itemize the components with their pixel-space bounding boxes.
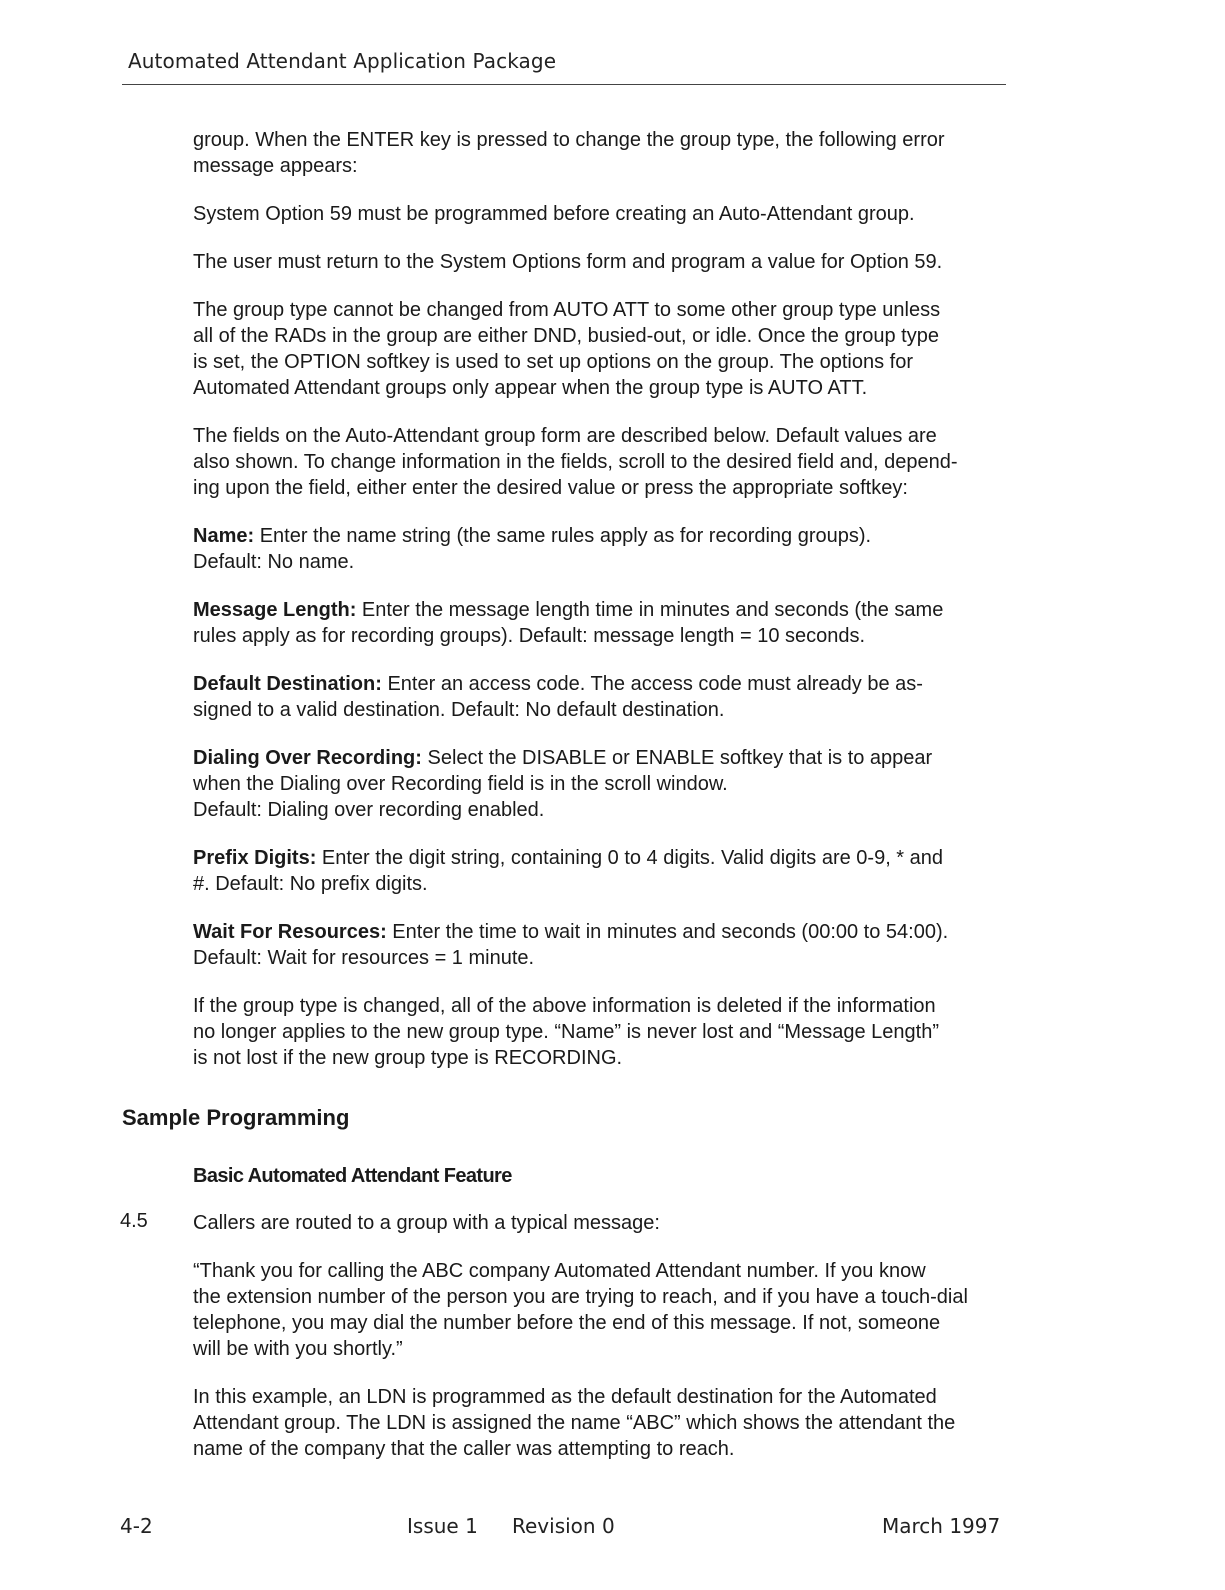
text-line: ing upon the field, either enter the desired value or press the appropriate softkey: <box>193 477 908 499</box>
field-description: Enter an access code. The access code must already be as- <box>381 673 923 695</box>
text-line <box>193 845 1008 871</box>
text-line: Attendant group. The LDN is assigned the name “ABC” which shows the attendant the <box>193 1412 956 1434</box>
text-line: when the Dialing over Recording field is in the scroll window. <box>193 773 728 795</box>
sample-body <box>193 1258 1008 1484</box>
text-line <box>193 919 1008 945</box>
text-line: “Thank you for calling the ABC company Automated Attendant number. If you know <box>193 1260 926 1282</box>
running-header: Automated Attendant Application Package <box>128 49 557 73</box>
field-name <box>193 523 1008 575</box>
text-line: is not lost if the new group type is RECORDING. <box>193 1047 623 1069</box>
text-line: message appears: <box>193 155 358 177</box>
text-line <box>193 745 1008 771</box>
field-description: Enter the time to wait in minutes and seconds (00:00 to 54:00). <box>386 921 949 943</box>
field-default-destination <box>193 671 1008 723</box>
text-line: Default: Wait for resources = 1 minute. <box>193 947 535 969</box>
subsection-heading: Basic Automated Attendant Feature <box>193 1165 512 1187</box>
intro-paragraph-3 <box>193 249 1008 275</box>
field-description: Enter the name string (the same rules apply as for recording groups). <box>254 525 872 547</box>
section-heading: Sample Programming <box>122 1105 350 1130</box>
item-number: 4.5 <box>120 1210 148 1232</box>
intro-paragraph-5 <box>193 423 1008 501</box>
intro-paragraph-4 <box>193 297 1008 401</box>
text-line: The group type cannot be changed from AUTO ATT to some other group type unless <box>193 299 941 321</box>
footer-date: March 1997 <box>882 1514 1001 1538</box>
text-line: name of the company that the caller was attempting to reach. <box>193 1438 735 1460</box>
field-description: Enter the digit string, containing 0 to 4 digits. Valid digits are 0-9, * and <box>316 847 944 869</box>
header-rule <box>122 84 1006 85</box>
text-line: Automated Attendant groups only appear when the group type is AUTO ATT. <box>193 377 868 399</box>
field-term: Wait For Resources: <box>193 921 387 943</box>
field-description: Select the DISABLE or ENABLE softkey that is to appear <box>421 747 933 769</box>
field-message-length <box>193 597 1008 649</box>
text-line: no longer applies to the new group type. “Name” is never lost and “Message Length” <box>193 1021 939 1043</box>
text-line: group. When the ENTER key is pressed to change the group type, the following error <box>193 129 945 151</box>
text-line: The fields on the Auto-Attendant group form are described below. Default values are <box>193 425 937 447</box>
footer-issue: Issue 1 <box>407 1514 478 1538</box>
body-text <box>193 127 1008 1093</box>
text-line: is set, the OPTION softkey is used to set up options on the group. The options for <box>193 351 914 373</box>
field-term: Dialing Over Recording: <box>193 747 422 769</box>
text-line: also shown. To change information in the fields, scroll to the desired field and, depend- <box>193 451 958 473</box>
text-line: Default: Dialing over recording enabled. <box>193 799 545 821</box>
field-prefix-digits <box>193 845 1008 897</box>
error-message-paragraph <box>193 201 1008 227</box>
text-line: System Option 59 must be programmed before creating an Auto-Attendant group. <box>193 203 915 225</box>
text-line: telephone, you may dial the number before the end of this message. If not, someone <box>193 1312 941 1334</box>
text-line: all of the RADs in the group are either DND, busied-out, or idle. Once the group type <box>193 325 939 347</box>
footer-page-number: 4-2 <box>120 1514 153 1538</box>
item-text: Callers are routed to a group with a typical message: <box>193 1212 660 1234</box>
field-description: Enter the message length time in minutes and seconds (the same <box>356 599 944 621</box>
text-line: the extension number of the person you are trying to reach, and if you have a touch-dial <box>193 1286 968 1308</box>
text-line <box>193 597 1008 623</box>
field-dialing-over-recording <box>193 745 1008 823</box>
text-line: signed to a valid destination. Default: No default destination. <box>193 699 725 721</box>
quote-paragraph <box>193 1258 1008 1362</box>
text-line: #. Default: No prefix digits. <box>193 873 428 895</box>
field-term: Message Length: <box>193 599 357 621</box>
text-line: The user must return to the System Options form and program a value for Option 59. <box>193 251 943 273</box>
text-line <box>193 671 1008 697</box>
example-paragraph <box>193 1384 1008 1462</box>
field-term: Name: <box>193 525 255 547</box>
text-line: If the group type is changed, all of the above information is deleted if the information <box>193 995 936 1017</box>
field-wait-for-resources <box>193 919 1008 971</box>
text-line: rules apply as for recording groups). Default: message length = 10 seconds. <box>193 625 866 647</box>
text-line <box>193 523 1008 549</box>
text-line: Default: No name. <box>193 551 355 573</box>
closing-paragraph <box>193 993 1008 1071</box>
text-line: In this example, an LDN is programmed as the default destination for the Automated <box>193 1386 937 1408</box>
text-line: will be with you shortly.” <box>193 1338 403 1360</box>
footer-revision: Revision 0 <box>512 1514 615 1538</box>
field-term: Default Destination: <box>193 673 382 695</box>
field-term: Prefix Digits: <box>193 847 317 869</box>
intro-paragraph-1 <box>193 127 1008 179</box>
